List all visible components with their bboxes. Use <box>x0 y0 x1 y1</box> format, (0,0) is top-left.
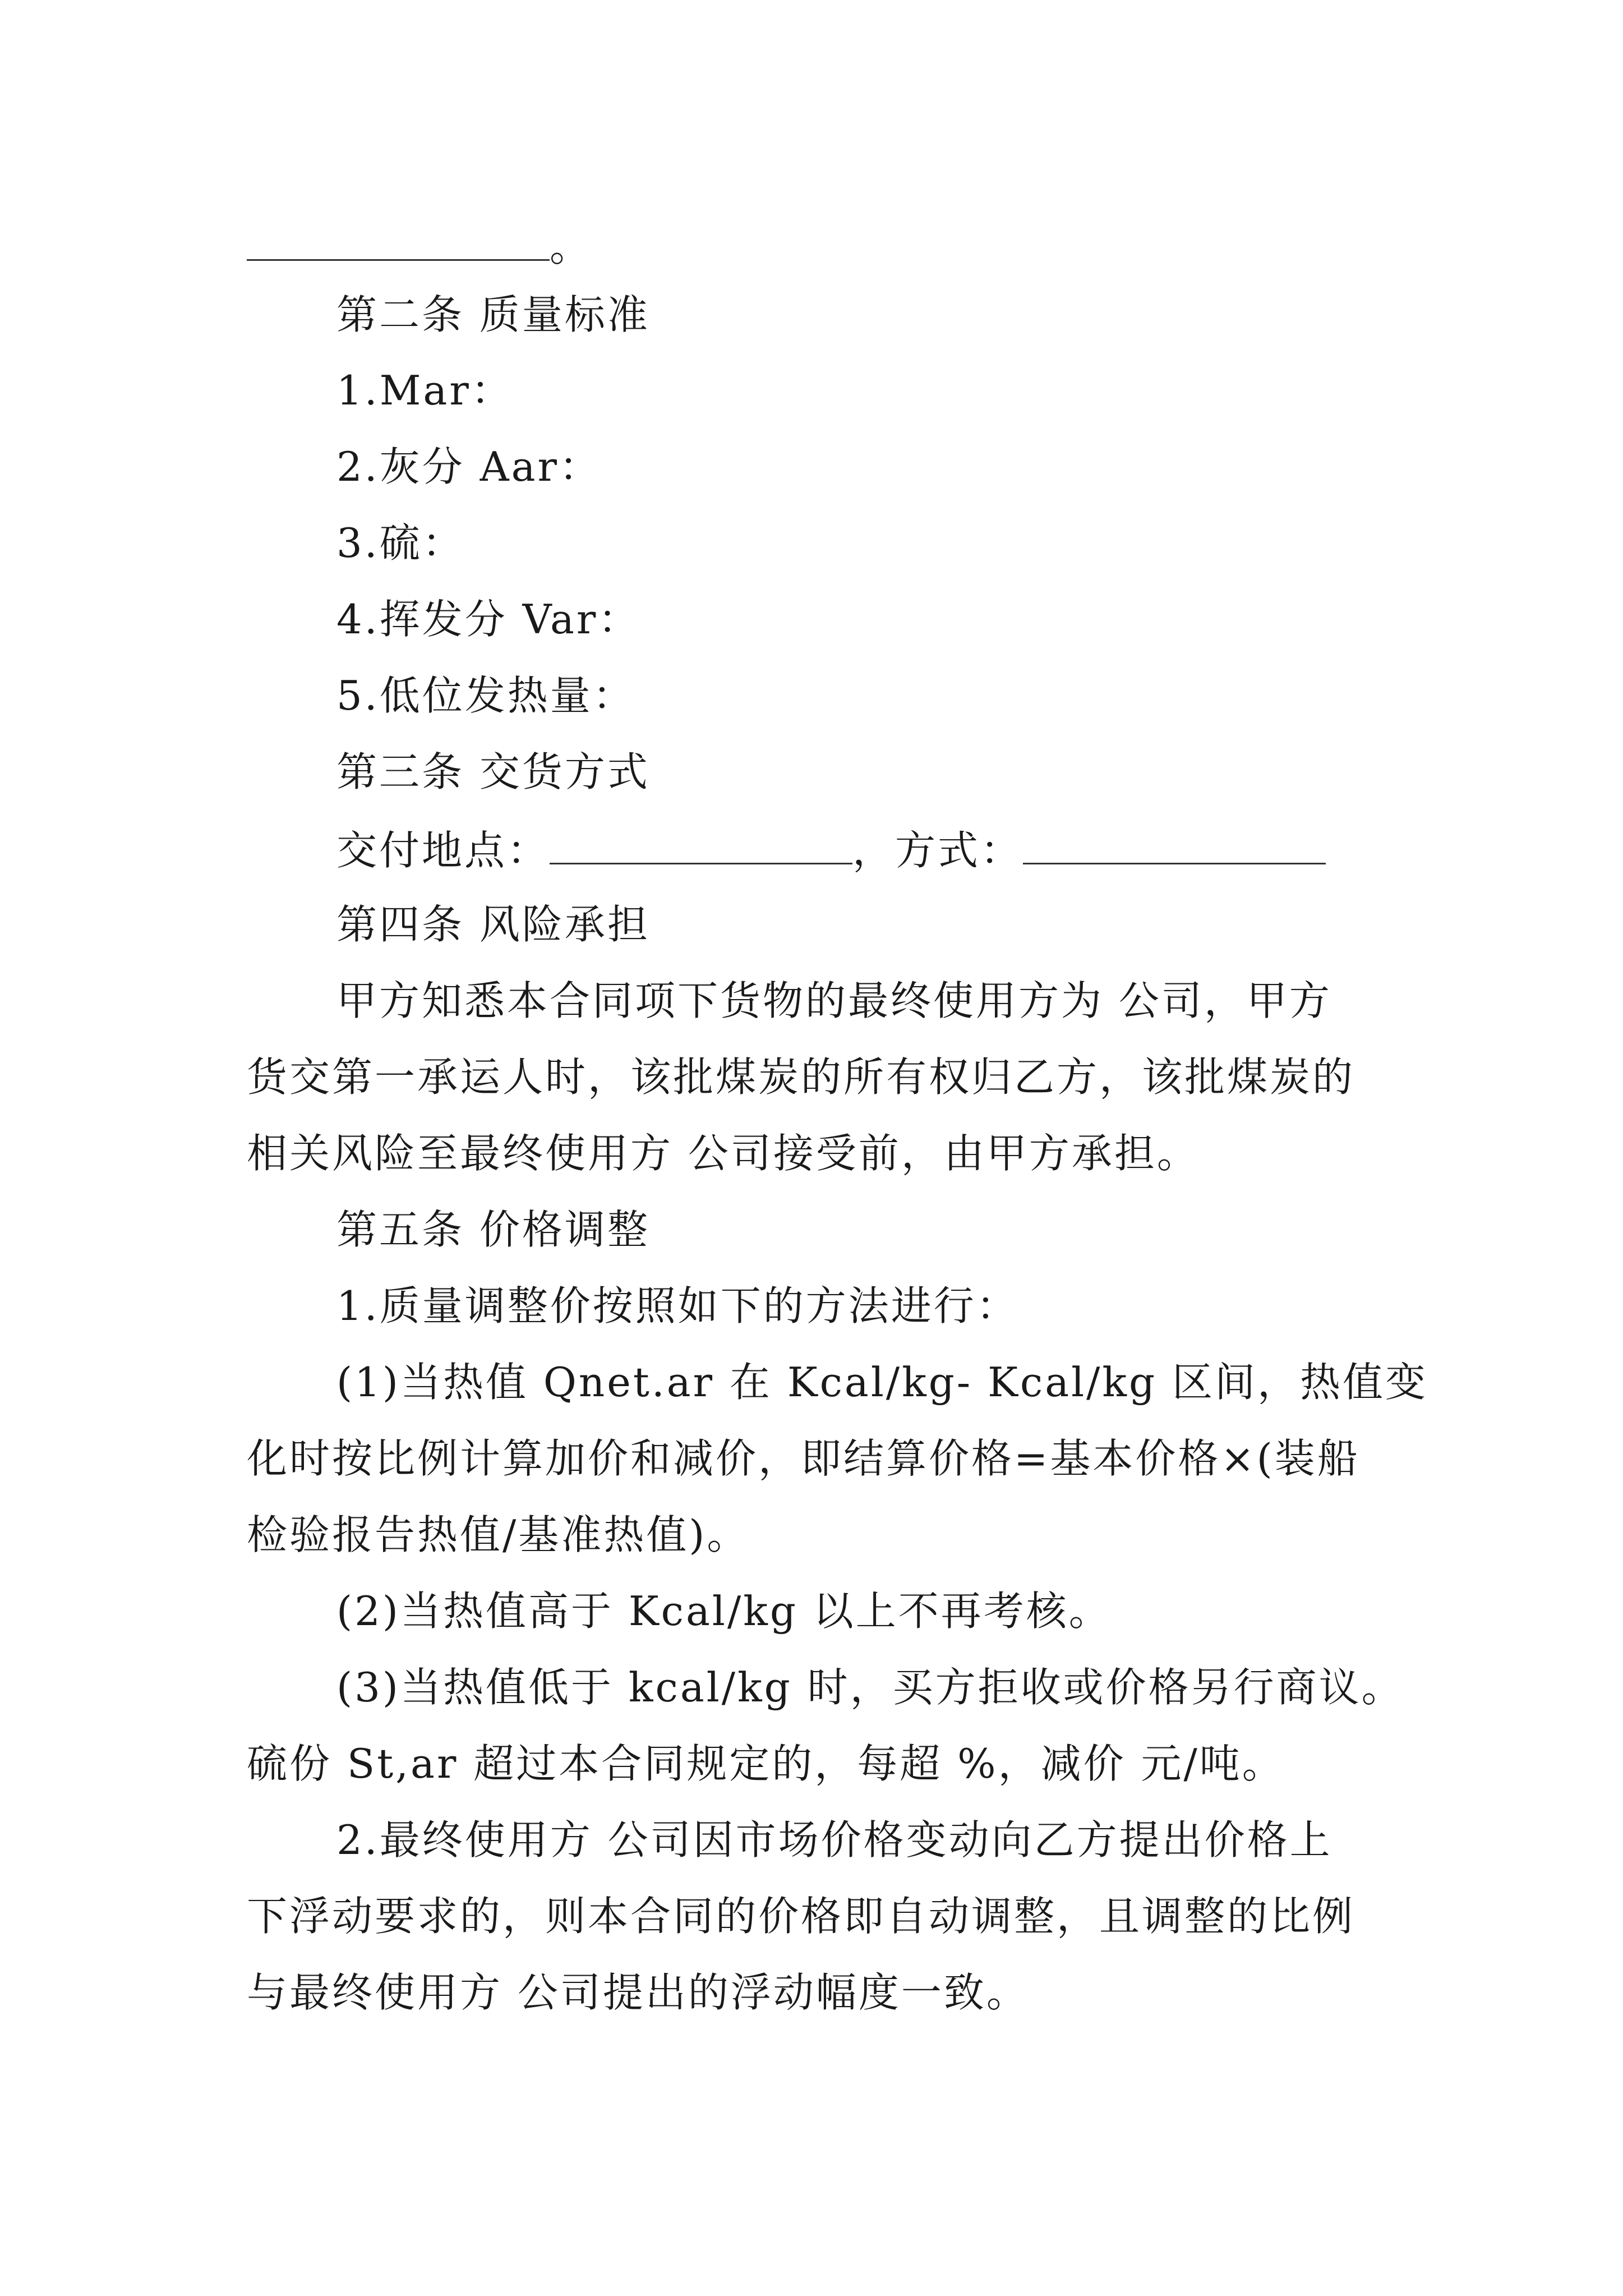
paragraph-line: 2.最终使用方 公司因市场价格变动向乙方提出价格上 <box>336 1816 1332 1864</box>
paragraph-line: 检验报告热值/基准热值)。 <box>247 1511 750 1558</box>
paragraph-line: 货交第一承运人时，该批煤炭的所有权归乙方，该批煤炭的 <box>247 1053 1355 1101</box>
quality-item-2: 2.灰分 Aar： <box>336 443 602 490</box>
delivery-method-blank <box>1023 828 1326 864</box>
paragraph-line: (2)当热值高于 Kcal/kg 以上不再考核。 <box>336 1588 1112 1635</box>
section-heading-3: 第三条 交货方式 <box>336 748 650 795</box>
paragraph-line: 甲方知悉本合同项下货物的最终使用方为 公司，甲方 <box>336 977 1332 1024</box>
section-heading-2: 第二条 质量标准 <box>336 291 650 338</box>
blank-line-ending <box>247 223 593 270</box>
section-heading-5: 第五条 价格调整 <box>336 1206 650 1253</box>
quality-item-5: 5.低位发热量： <box>336 672 635 719</box>
paragraph-line: 化时按比例计算加价和减价，即结算价格=基本价格×(装船 <box>247 1435 1360 1482</box>
paragraph-line: 下浮动要求的，则本合同的价格即自动调整，且调整的比例 <box>247 1893 1355 1940</box>
paragraph-line: (1)当热值 Qnet.ar 在 Kcal/kg- Kcal/kg 区间，热值变 <box>336 1359 1428 1406</box>
paragraph-line: 相关风险至最终使用方 公司接受前，由甲方承担。 <box>247 1130 1200 1177</box>
delivery-place-blank <box>550 828 852 864</box>
paragraph-line: 与最终使用方 公司提出的浮动幅度一致。 <box>247 1969 1029 2016</box>
paragraph-line: (3)当热值低于 kcal/kg 时，买方拒收或价格另行商议。 <box>336 1664 1404 1711</box>
quality-item-3: 3.硫： <box>336 519 465 567</box>
quality-item-1: 1.Mar： <box>336 367 514 414</box>
paragraph-line: 1.质量调整价按照如下的方法进行： <box>336 1282 1019 1329</box>
quality-item-4: 4.挥发分 Var： <box>336 596 641 643</box>
delivery-method-label: ，方式： <box>852 827 1023 874</box>
fill-in-blank <box>247 224 550 261</box>
line-text: 。 <box>550 223 593 270</box>
delivery-line <box>336 827 1326 874</box>
section-heading-4: 第四条 风险承担 <box>336 901 650 948</box>
delivery-place-label: 交付地点： <box>336 827 550 874</box>
paragraph-line: 硫份 St,ar 超过本合同规定的，每超 %，减价 元/吨。 <box>247 1740 1285 1787</box>
